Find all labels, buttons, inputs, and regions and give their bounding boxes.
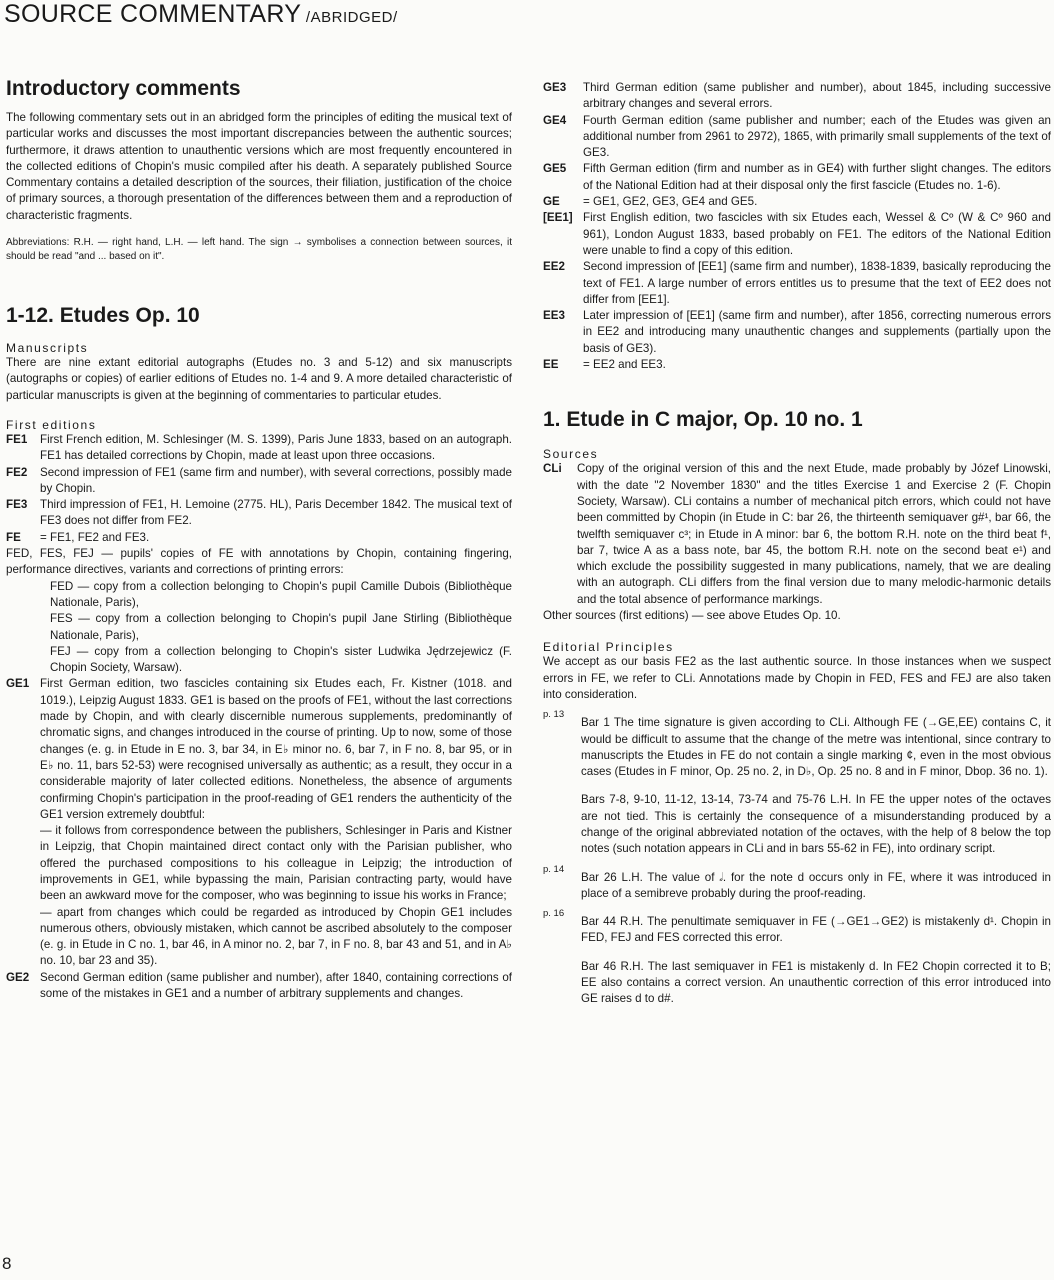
source-key: GE5 bbox=[543, 162, 567, 176]
source-description: Later impression of [EE1] (same firm and number), after 1856, correcting numerous errors in EE2 and introducing many unauthentic changes and supplements (partially upon the basis of GE3). bbox=[583, 309, 1051, 355]
page-title-suffix: /ABRIDGED/ bbox=[301, 9, 398, 26]
pupil-copy-fed: FED — copy from a collection belonging to Chopin's pupil Camille Dubois (Bibliothèque Nationale, Paris), bbox=[50, 579, 512, 609]
source-description: Fourth German edition (same publisher and number; each of the Etudes was given an additional number from 2961 to 2972), 1865, with primarily small supplements of the text of GE3. bbox=[583, 113, 1051, 160]
source-description: Fifth German edition (firm and number as in GE4) with further slight changes. The editors of the National Edition had at their disposal only the first fascicle (Etudes no. 1-6). bbox=[583, 162, 1051, 192]
manuscripts-paragraph: There are nine extant editorial autographs (Etudes no. 3 and 5-12) and six manuscripts (autographs or copies) of earlier editions of Etudes no. 1-4 and 9. A more detailed characteristic of particular manuscripts is given at the beginning of commentaries to particular etudes. bbox=[6, 356, 512, 402]
page-title: SOURCE COMMENTARY bbox=[4, 0, 302, 28]
page-ref: p. 16 bbox=[543, 908, 565, 920]
source-key: GE bbox=[543, 195, 560, 209]
left-column bbox=[6, 60, 512, 1002]
source-entry-ee bbox=[543, 357, 1051, 373]
op10-heading: 1-12. Etudes Op. 10 bbox=[6, 304, 200, 328]
source-description: Copy of the original version of this and the next Etude, made probably by Józef Linowski, with the date "2 November 1830" and the titles Exercise 1 and Exercise 2 (F. Chopin Society, Warsaw). CLi contains a number of mechanical pitch errors, which could not have been committed by Chopin (in Etude in C: bar 26, the thirteenth semiquaver g#¹, bar 66, the twelfth semiquaver c³; in Etude in A minor: bar 6, the bottom R.H. note on the third beat f¹, bar 7, twice A as a bass note, bar 45, the bottom R.H. note on the second beat e¹) and which exclude the possibility suggested in many publications, namely, that we are dealing with an autograph. CLi differs from the final version due to many melodic-harmonic details and the total absence of performance markings. bbox=[577, 462, 1051, 606]
other-sources-note: Other sources (first editions) — see above Etudes Op. 10. bbox=[543, 609, 841, 623]
first-editions-heading: First editions bbox=[6, 417, 97, 432]
pupil-copy-fes: FES — copy from a collection belonging to Chopin's pupil Jane Stirling (Bibliothèque Nationale, Paris), bbox=[50, 612, 512, 642]
source-description: First German edition, two fascicles containing six Etudes each, Fr. Kistner (1018. and 1019.), Leipzig August 1833. GE1 is based on the proofs of FE1, without the last corrections made by Chopin, and with clearly discernible numerous supplements, predominantly of chromatic signs, and changes introduced in the course of printing. Up to now, some of those changes (e. g. in Etude in E no. 3, bar 34, in E♭ minor no. 6, bar 7, in F no. 8, bar 95, or in E♭ no. 11, bars 52-53) were recognised universally as authentic; as a result, they occur in a considerable majority of later collected editions. Nonetheless, the absence of arguments confirming Chopin's participation in the proof-reading of GE1 renders the authenticity of the GE1 version extremely doubtful: bbox=[40, 677, 512, 821]
source-entry-ge1 bbox=[6, 676, 512, 823]
source-key: GE4 bbox=[543, 113, 567, 127]
source-key: EE bbox=[543, 358, 559, 372]
source-description: = GE1, GE2, GE3, GE4 and GE5. bbox=[583, 195, 758, 209]
source-key: [EE1] bbox=[543, 211, 573, 225]
source-key: FE2 bbox=[6, 465, 28, 479]
source-entry-fe2 bbox=[6, 465, 512, 498]
pupils-copies-paragraph: FED, FES, FEJ — pupils' copies of FE with annotations by Chopin, containing fingering, performance directives, variants and corrections of printing errors: bbox=[6, 547, 512, 577]
source-key: FE1 bbox=[6, 432, 28, 446]
sources-heading: Sources bbox=[543, 447, 599, 462]
page-ref: p. 13 bbox=[543, 709, 565, 721]
source-description: First English edition, two fascicles with six Etudes each, Wessel & Cº (W & Cº 960 and 961), London August 1833, based probably on FE1. The editors of the National Edition were unable to find a copy of this edition. bbox=[583, 211, 1051, 257]
commentary-text: Bar 44 R.H. The penultimate semiquaver in FE (→GE1→GE2) is mistakenly d¹. Chopin in FED, FEJ and FES corrected this error. bbox=[581, 915, 1051, 945]
source-description: First French edition, M. Schlesinger (M. S. 1399), Paris June 1833, based on an autograph. FE1 has detailed corrections by Chopin, made at least upon three occasions. bbox=[40, 432, 512, 463]
source-description: Second German edition (same publisher and number), after 1840, containing corrections of some of the mistakes in GE1 and a number of arbitrary supplements and changes. bbox=[40, 970, 512, 1001]
source-entry-ge4 bbox=[543, 113, 1051, 162]
source-description: Third impression of FE1, H. Lemoine (2775. HL), Paris December 1842. The musical text of FE3 does not differ from FE2. bbox=[40, 498, 512, 528]
source-description: = FE1, FE2 and FE3. bbox=[40, 530, 150, 544]
source-entry-ge2 bbox=[6, 970, 512, 1003]
source-entry-ee2 bbox=[543, 259, 1051, 308]
page-header bbox=[4, 0, 1054, 32]
source-entry-ee1 bbox=[543, 210, 1051, 259]
source-entry-fe1 bbox=[6, 432, 512, 465]
manuscripts-heading: Manuscripts bbox=[6, 341, 89, 356]
source-description: = EE2 and EE3. bbox=[583, 358, 666, 372]
source-key: GE1 bbox=[6, 677, 30, 691]
commentary-p14 bbox=[543, 863, 1051, 903]
source-entry-ge5 bbox=[543, 161, 1051, 194]
source-key: FE3 bbox=[6, 498, 28, 512]
commentary-text: Bars 7-8, 9-10, 11-12, 13-14, 73-74 and 75-76 L.H. In FE the upper notes of the octaves are not tied. This is certainly the consequence of a misunderstanding produced by a change of the original abbreviated notation of the octaves, with the help of 8 below the top notes (such notation appears in CLi and in bars 55-62 in FE), into ordinary script. bbox=[581, 793, 1051, 856]
source-key: GE2 bbox=[6, 970, 30, 984]
source-key: CLi bbox=[543, 462, 562, 476]
commentary-p13 bbox=[543, 709, 1051, 780]
editorial-principles-paragraph: We accept as our basis FE2 as the last authentic source. In those instances when we suspect errors in FE, we refer to CLi. Annotations made by Chopin in FED, FES and FEJ are also taken into consideration. bbox=[543, 655, 1051, 701]
ge1-argument-1: — it follows from correspondence between the publishers, Schlesinger in Paris and Kistner in Leipzig, that Chopin maintained direct contact only with the Parisian publisher, who offered the purchased compositions to his colleague in Leipzig; the introduction of improvements in GE1, while bypassing the main, Parisian contracting party, would have been an awkward move for the composer, who was beginning to issue his works in France; bbox=[40, 824, 512, 903]
source-description: Second impression of [EE1] (same firm and number), 1838-1839, basically reproducing the text of FE1. A large number of errors entitles us to presume that the text of EE2 does not differ from [EE1]. bbox=[583, 260, 1051, 306]
source-key: GE3 bbox=[543, 81, 567, 94]
source-key: EE3 bbox=[543, 309, 565, 323]
source-entry-ge3 bbox=[543, 80, 1051, 113]
abbreviations-note: Abbreviations: R.H. — right hand, L.H. — left hand. The sign → symbolises a connection between sources, it should be read "and ... based on it". bbox=[6, 237, 512, 262]
commentary-p16 bbox=[543, 908, 1051, 947]
source-description: Second impression of FE1 (same firm and number), with several corrections, possibly made by Chopin. bbox=[40, 465, 512, 495]
source-key: EE2 bbox=[543, 260, 565, 274]
source-entry-ge bbox=[543, 194, 1051, 210]
pupil-copy-fej: FEJ — copy from a collection belonging to Chopin's sister Ludwika Jędrzejewicz (F. Chopin Society, Warsaw). bbox=[50, 644, 512, 675]
source-entry-fe bbox=[6, 530, 512, 546]
source-entry-ee3 bbox=[543, 308, 1051, 357]
source-entry-cli bbox=[543, 461, 1051, 608]
commentary-text: Bar 26 L.H. The value of 𝅗𝅥. for the note d occurs only in FE, where it was introduced in place of a semibreve probably during the proof-reading. bbox=[581, 870, 1051, 900]
source-description: Third German edition (same publisher and number), about 1845, including successive arbitrary changes and several errors. bbox=[583, 81, 1051, 111]
etude1-heading: 1. Etude in C major, Op. 10 no. 1 bbox=[543, 408, 863, 432]
commentary-text: Bar 1 The time signature is given according to CLi. Although FE (→GE,EE) contains C, it would be difficult to assume that the change of the metre was intentional, since contrary to manuscripts the Etudes in FE do not contain a single marking ¢, even in the most obvious cases (Etudes in F minor, Op. 25 no. 2, in D♭, Op. 25 no. 8 and in F minor, Dbop. 36 no. 1). bbox=[581, 716, 1051, 779]
source-key: FE bbox=[6, 530, 21, 544]
page-number: 8 bbox=[2, 1254, 12, 1273]
intro-paragraph: The following commentary sets out in an abridged form the principles of editing the musical text of particular works and discusses the most important discrepancies between the authentic sources; furthermore, it draws attention to unauthentic versions which are most frequently encountered in the collected editions of Chopin's music compiled after his death. A separately published Source Commentary contains a detailed description of the sources, their filiation, justification of the choice of primary sources, a thorough presentation of the differences between them and a reproduction of characteristic fragments. bbox=[6, 111, 512, 222]
commentary-text: Bar 46 R.H. The last semiquaver in FE1 is mistakenly d. In FE2 Chopin corrected it to B; EE also contains a correct version. An unauthentic correction of this error introduced into GE raises d to d#. bbox=[581, 959, 1051, 1006]
right-column bbox=[543, 80, 1051, 1008]
page-ref: p. 14 bbox=[543, 863, 565, 875]
intro-heading: Introductory comments bbox=[6, 77, 241, 100]
source-entry-fe3 bbox=[6, 497, 512, 530]
editorial-principles-heading: Editorial Principles bbox=[543, 640, 674, 655]
ge1-argument-2: — apart from changes which could be regarded as introduced by Chopin GE1 includes numerous others, obviously mistaken, which cannot be ascribed absolutely to the composer (e. g. in Etude in C no. 1, bar 46, in A minor no. 2, bar 7, in F no. 8, bar 43 and 51, and in A♭ no. 10, bar 23 and 35). bbox=[40, 905, 512, 968]
